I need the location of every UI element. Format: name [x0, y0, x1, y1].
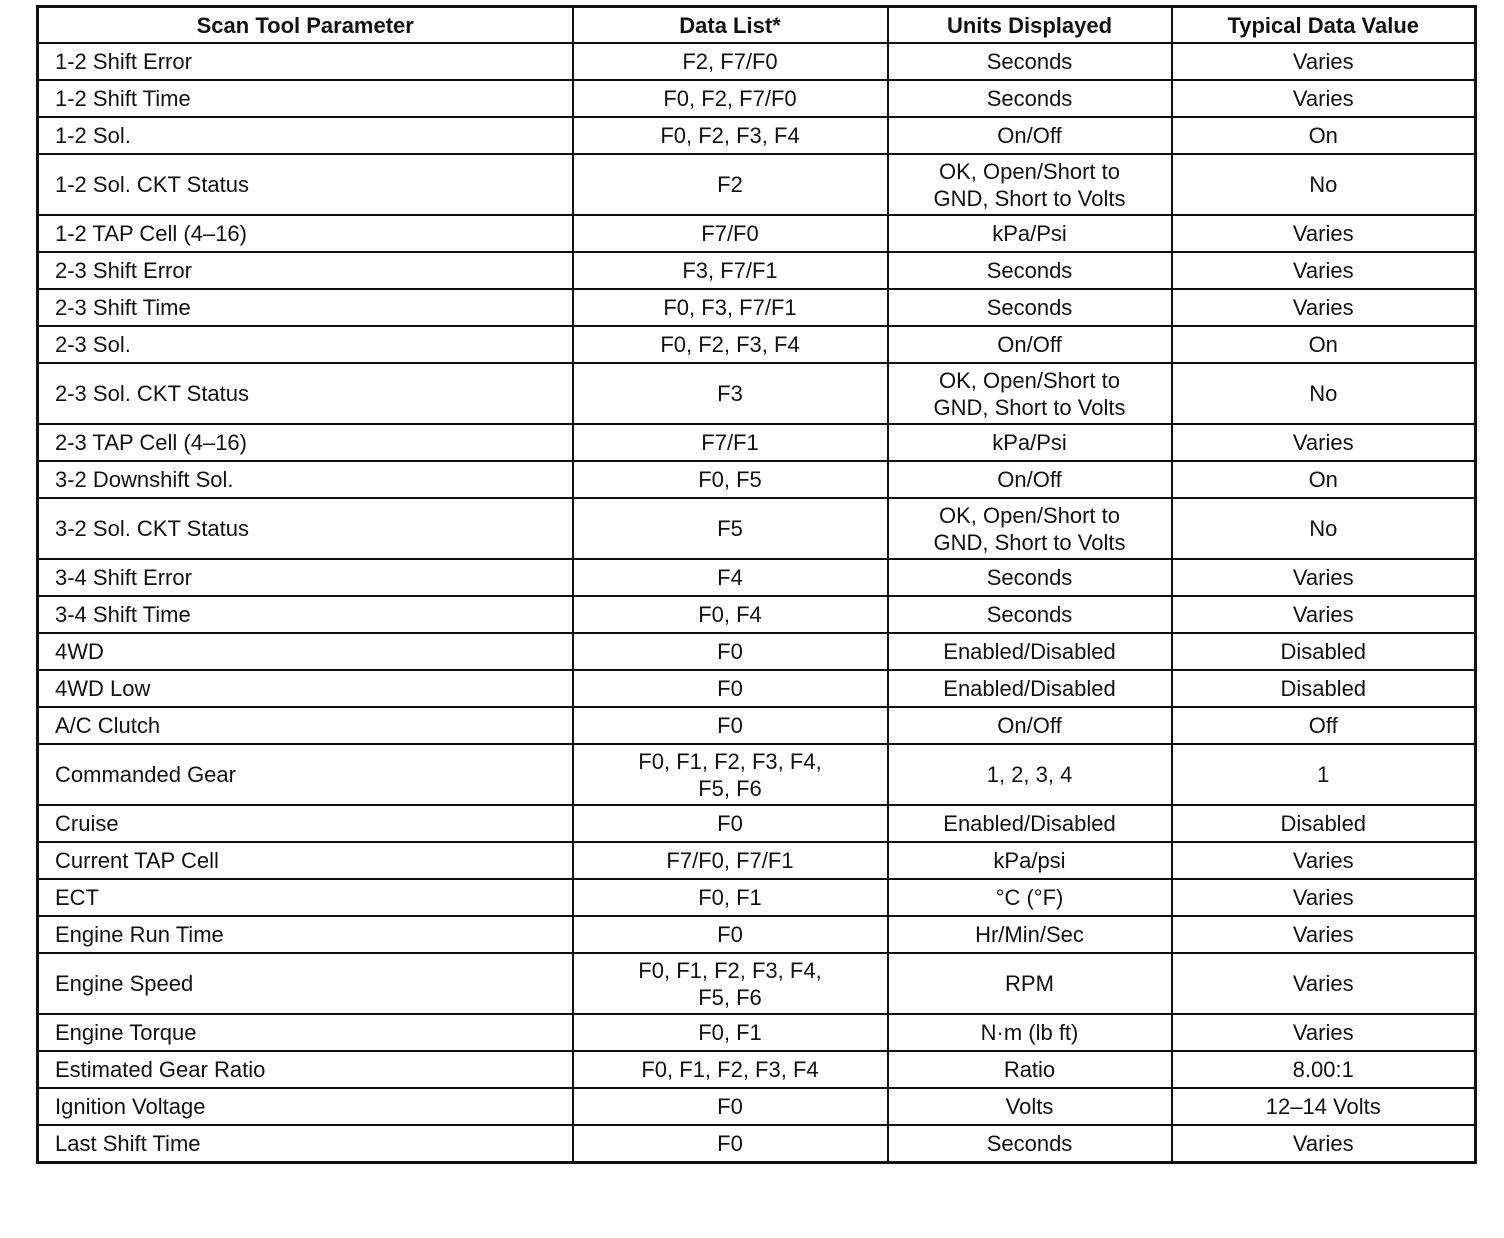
units-line: Volts — [1005, 1094, 1054, 1119]
cell-parameter: 3-4 Shift Error — [38, 559, 573, 596]
units-line: kPa/psi — [993, 848, 1066, 873]
cell-typical-value: Disabled — [1172, 633, 1476, 670]
cell-data-list — [573, 215, 888, 252]
cell-data-list — [573, 326, 888, 363]
table-row — [38, 1014, 1476, 1051]
cell-data-list — [573, 252, 888, 289]
cell-units — [888, 879, 1172, 916]
header-units: Units Displayed — [888, 7, 1172, 44]
units-line: RPM — [1005, 971, 1054, 996]
cell-data-list — [573, 879, 888, 916]
cell-typical-value: Varies — [1172, 43, 1476, 80]
cell-data-list — [573, 1014, 888, 1051]
cell-parameter: A/C Clutch — [38, 707, 573, 744]
table-row — [38, 879, 1476, 916]
units-line: Hr/Min/Sec — [975, 922, 1084, 947]
cell-parameter: 2-3 Sol. CKT Status — [38, 363, 573, 424]
table-row — [38, 842, 1476, 879]
units-line: Seconds — [986, 565, 1073, 590]
data-list-line: F0, F1 — [698, 885, 762, 910]
cell-units — [888, 424, 1172, 461]
table-row — [38, 670, 1476, 707]
table-row — [38, 461, 1476, 498]
units-line: 1, 2, 3, 4 — [986, 762, 1073, 787]
cell-parameter: Ignition Voltage — [38, 1088, 573, 1125]
units-line: Ratio — [1003, 1057, 1056, 1082]
cell-data-list — [573, 80, 888, 117]
cell-units — [888, 461, 1172, 498]
cell-parameter: 1-2 Shift Time — [38, 80, 573, 117]
cell-typical-value: Varies — [1172, 879, 1476, 916]
cell-data-list — [573, 707, 888, 744]
table-row — [38, 43, 1476, 80]
cell-typical-value: 1 — [1172, 744, 1476, 805]
units-line: Seconds — [986, 86, 1073, 111]
cell-typical-value: Varies — [1172, 953, 1476, 1014]
table-body — [38, 43, 1476, 1163]
cell-typical-value: Off — [1172, 707, 1476, 744]
cell-data-list — [573, 1125, 888, 1163]
table-row — [38, 744, 1476, 805]
data-list-line: F3, F7/F1 — [682, 258, 778, 283]
cell-data-list — [573, 842, 888, 879]
table-row — [38, 363, 1476, 424]
data-list-line: F0 — [717, 811, 743, 836]
cell-units — [888, 916, 1172, 953]
cell-data-list — [573, 916, 888, 953]
data-list-line: F3 — [717, 381, 743, 406]
cell-units — [888, 154, 1172, 215]
data-list-line: F5 — [717, 516, 743, 541]
cell-parameter: 3-2 Downshift Sol. — [38, 461, 573, 498]
cell-parameter: 1-2 Sol. CKT Status — [38, 154, 573, 215]
units-line: Seconds — [986, 602, 1073, 627]
cell-data-list — [573, 117, 888, 154]
data-list-line: F0 — [717, 713, 743, 738]
cell-typical-value: Varies — [1172, 252, 1476, 289]
cell-parameter: 2-3 Sol. — [38, 326, 573, 363]
cell-typical-value: Varies — [1172, 215, 1476, 252]
units-line: GND, Short to Volts — [933, 185, 1126, 211]
cell-data-list — [573, 498, 888, 559]
cell-data-list — [573, 289, 888, 326]
cell-data-list — [573, 633, 888, 670]
units-line: On/Off — [997, 332, 1062, 357]
table-row — [38, 498, 1476, 559]
table-row — [38, 559, 1476, 596]
cell-parameter: 1-2 Shift Error — [38, 43, 573, 80]
units-line: Enabled/Disabled — [943, 676, 1116, 701]
cell-data-list — [573, 1088, 888, 1125]
cell-parameter: 3-4 Shift Time — [38, 596, 573, 633]
data-list-line: F0 — [717, 1094, 743, 1119]
data-list-line: F0, F1, F2, F3, F4, — [638, 957, 822, 983]
cell-data-list — [573, 461, 888, 498]
header-parameter: Scan Tool Parameter — [38, 7, 573, 44]
table-row — [38, 215, 1476, 252]
table-row — [38, 596, 1476, 633]
data-list-line: F0 — [717, 1131, 743, 1156]
units-line: OK, Open/Short to — [939, 158, 1120, 184]
cell-units — [888, 252, 1172, 289]
cell-data-list — [573, 154, 888, 215]
cell-units — [888, 596, 1172, 633]
cell-typical-value: No — [1172, 363, 1476, 424]
cell-parameter: 1-2 TAP Cell (4–16) — [38, 215, 573, 252]
cell-parameter: 2-3 TAP Cell (4–16) — [38, 424, 573, 461]
units-line: GND, Short to Volts — [933, 394, 1126, 420]
cell-parameter: Estimated Gear Ratio — [38, 1051, 573, 1088]
cell-data-list — [573, 805, 888, 842]
units-line: On/Off — [997, 713, 1062, 738]
data-list-line: F0, F2, F7/F0 — [663, 86, 797, 111]
cell-units — [888, 744, 1172, 805]
cell-typical-value: Varies — [1172, 80, 1476, 117]
table-row — [38, 1051, 1476, 1088]
data-list-line: F0, F1, F2, F3, F4, — [638, 748, 822, 774]
cell-typical-value: Varies — [1172, 424, 1476, 461]
cell-units — [888, 326, 1172, 363]
cell-parameter: ECT — [38, 879, 573, 916]
cell-units — [888, 633, 1172, 670]
data-list-line: F2 — [717, 172, 743, 197]
cell-units — [888, 80, 1172, 117]
data-list-line: F0, F1, F2, F3, F4 — [641, 1057, 819, 1082]
units-line: kPa/Psi — [992, 430, 1067, 455]
cell-data-list — [573, 424, 888, 461]
cell-parameter: 1-2 Sol. — [38, 117, 573, 154]
data-list-line: F0, F1 — [698, 1020, 762, 1045]
cell-typical-value: On — [1172, 117, 1476, 154]
units-line: Enabled/Disabled — [943, 639, 1116, 664]
table-row — [38, 1088, 1476, 1125]
cell-units — [888, 842, 1172, 879]
cell-data-list — [573, 596, 888, 633]
cell-typical-value: Varies — [1172, 289, 1476, 326]
data-list-line: F7/F0, F7/F1 — [666, 848, 794, 873]
cell-parameter: 2-3 Shift Time — [38, 289, 573, 326]
units-line: Seconds — [986, 295, 1073, 320]
units-line: Seconds — [986, 49, 1073, 74]
cell-units — [888, 43, 1172, 80]
cell-data-list — [573, 744, 888, 805]
cell-typical-value: On — [1172, 326, 1476, 363]
units-line: OK, Open/Short to — [939, 367, 1120, 393]
table-row — [38, 424, 1476, 461]
table-row — [38, 1125, 1476, 1163]
data-list-line: F7/F0 — [701, 221, 759, 246]
table-row — [38, 154, 1476, 215]
data-list-line: F5, F6 — [698, 775, 762, 801]
cell-typical-value: Varies — [1172, 1125, 1476, 1163]
units-line: N·m (lb ft) — [980, 1020, 1079, 1045]
cell-parameter: Commanded Gear — [38, 744, 573, 805]
cell-units — [888, 670, 1172, 707]
cell-parameter: 4WD Low — [38, 670, 573, 707]
cell-data-list — [573, 1051, 888, 1088]
scan-tool-parameter-table — [36, 5, 1477, 1164]
units-line: °C (°F) — [995, 885, 1064, 910]
cell-units — [888, 953, 1172, 1014]
table-header — [38, 7, 1476, 44]
cell-units — [888, 215, 1172, 252]
data-list-line: F0, F5 — [698, 467, 762, 492]
data-list-line: F0, F2, F3, F4 — [660, 332, 800, 357]
cell-typical-value: Varies — [1172, 559, 1476, 596]
cell-units — [888, 289, 1172, 326]
cell-parameter: Engine Run Time — [38, 916, 573, 953]
table-row — [38, 953, 1476, 1014]
cell-data-list — [573, 559, 888, 596]
data-list-line: F0 — [717, 676, 743, 701]
cell-units — [888, 1125, 1172, 1163]
cell-data-list — [573, 43, 888, 80]
cell-units — [888, 498, 1172, 559]
cell-parameter: 3-2 Sol. CKT Status — [38, 498, 573, 559]
units-line: On/Off — [997, 467, 1062, 492]
data-list-line: F7/F1 — [701, 430, 759, 455]
data-list-line: F0, F2, F3, F4 — [660, 123, 800, 148]
cell-typical-value: Disabled — [1172, 805, 1476, 842]
table-row — [38, 916, 1476, 953]
table-row — [38, 707, 1476, 744]
data-list-line: F0 — [717, 922, 743, 947]
cell-units — [888, 363, 1172, 424]
cell-parameter: Last Shift Time — [38, 1125, 573, 1163]
units-line: Seconds — [986, 258, 1073, 283]
cell-parameter: Engine Torque — [38, 1014, 573, 1051]
cell-parameter: Engine Speed — [38, 953, 573, 1014]
cell-typical-value: Varies — [1172, 596, 1476, 633]
units-line: Enabled/Disabled — [943, 811, 1116, 836]
header-row — [38, 7, 1476, 44]
cell-data-list — [573, 363, 888, 424]
cell-typical-value: 8.00:1 — [1172, 1051, 1476, 1088]
data-list-line: F4 — [717, 565, 743, 590]
cell-typical-value: Varies — [1172, 1014, 1476, 1051]
units-line: On/Off — [997, 123, 1062, 148]
cell-units — [888, 1014, 1172, 1051]
cell-units — [888, 559, 1172, 596]
cell-parameter: Current TAP Cell — [38, 842, 573, 879]
table-row — [38, 326, 1476, 363]
table-row — [38, 117, 1476, 154]
table-row — [38, 805, 1476, 842]
cell-typical-value: Varies — [1172, 916, 1476, 953]
cell-units — [888, 117, 1172, 154]
cell-typical-value: 12–14 Volts — [1172, 1088, 1476, 1125]
data-list-line: F0, F4 — [698, 602, 762, 627]
cell-units — [888, 1051, 1172, 1088]
cell-data-list — [573, 670, 888, 707]
cell-typical-value: On — [1172, 461, 1476, 498]
units-line: Seconds — [986, 1131, 1073, 1156]
table-row — [38, 80, 1476, 117]
cell-typical-value: No — [1172, 154, 1476, 215]
units-line: GND, Short to Volts — [933, 529, 1126, 555]
data-list-line: F0, F3, F7/F1 — [663, 295, 797, 320]
cell-typical-value: Varies — [1172, 842, 1476, 879]
table-row — [38, 633, 1476, 670]
cell-data-list — [573, 953, 888, 1014]
cell-units — [888, 707, 1172, 744]
cell-typical-value: Disabled — [1172, 670, 1476, 707]
data-list-line: F5, F6 — [698, 984, 762, 1010]
table-row — [38, 252, 1476, 289]
data-list-line: F0 — [717, 639, 743, 664]
header-data-list: Data List* — [573, 7, 888, 44]
cell-parameter: 2-3 Shift Error — [38, 252, 573, 289]
cell-parameter: Cruise — [38, 805, 573, 842]
cell-units — [888, 1088, 1172, 1125]
cell-parameter: 4WD — [38, 633, 573, 670]
units-line: OK, Open/Short to — [939, 502, 1120, 528]
units-line: kPa/Psi — [992, 221, 1067, 246]
cell-units — [888, 805, 1172, 842]
cell-typical-value: No — [1172, 498, 1476, 559]
data-list-line: F2, F7/F0 — [682, 49, 778, 74]
table-row — [38, 289, 1476, 326]
header-typical: Typical Data Value — [1172, 7, 1476, 44]
